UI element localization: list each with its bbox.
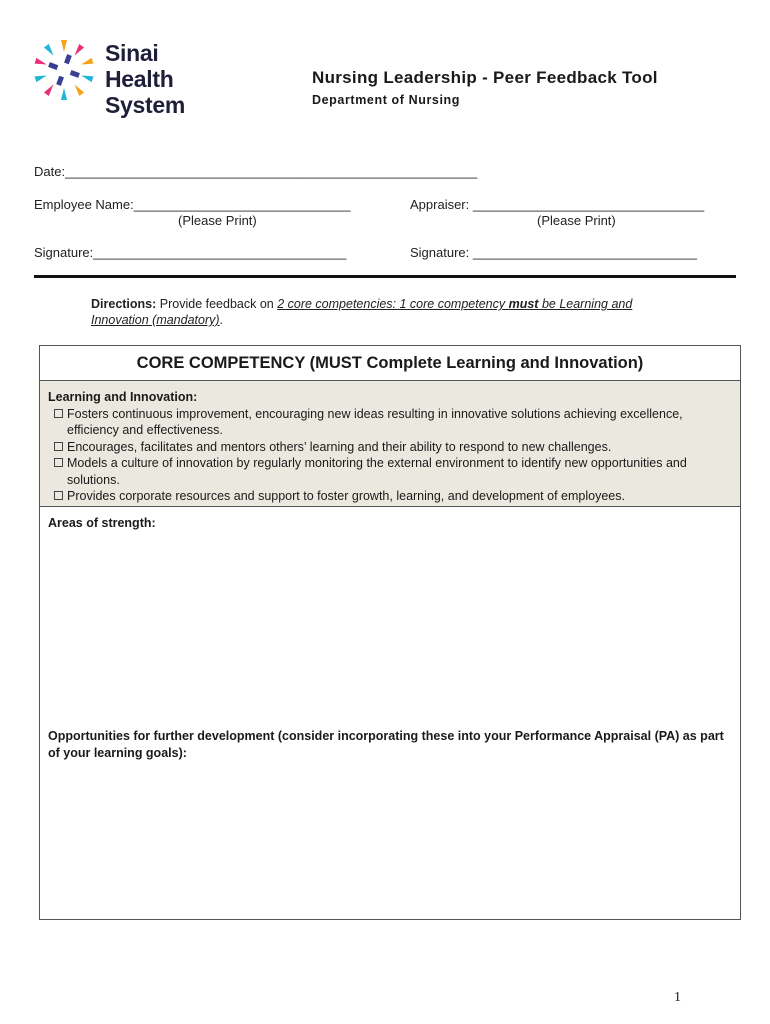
- logo-line-3: System: [105, 92, 186, 118]
- employee-signature-field[interactable]: Signature:___________________________________: [34, 245, 347, 260]
- checkbox-icon[interactable]: [54, 442, 63, 451]
- logo-line-2: Health: [105, 66, 174, 92]
- competency-header: CORE COMPETENCY (MUST Complete Learning and Innovation): [40, 346, 740, 381]
- appraiser-signature-field[interactable]: Signature: _______________________________: [410, 245, 698, 260]
- directions-text-1: Provide feedback on: [156, 297, 278, 311]
- section-divider: [34, 275, 736, 278]
- development-opportunities-label: Opportunities for further development (consider incorporating these into your Performance Appraisal (PA) as part of your learning goals):: [48, 729, 724, 760]
- appraiser-print-hint: (Please Print): [537, 213, 616, 228]
- logo-wordmark: [105, 40, 185, 118]
- date-field[interactable]: Date:_________________________________________________________: [34, 164, 478, 179]
- checkbox-icon[interactable]: [54, 458, 63, 467]
- directions-end: .: [219, 313, 224, 327]
- competency-criteria: [40, 381, 740, 507]
- checkbox-icon[interactable]: [54, 491, 63, 500]
- areas-of-strength-label: Areas of strength:: [48, 516, 156, 530]
- criteria-item-text: Provides corporate resources and support to foster growth, learning, and development of employees.: [67, 489, 625, 503]
- criteria-title: Learning and Innovation:: [48, 390, 198, 404]
- directions-text: [91, 296, 691, 328]
- criteria-item-text: Fosters continuous improvement, encouraging new ideas resulting in innovative solutions achieving excellence, efficiency and effectiveness.: [67, 406, 683, 437]
- criteria-item: [48, 488, 732, 505]
- logo-burst-icon: [30, 36, 98, 104]
- directions-underlined-1: 2 core competencies: 1 core competency: [277, 297, 509, 311]
- criteria-item: [48, 406, 732, 439]
- core-competency-section: [39, 345, 741, 920]
- logo-line-1: Sinai: [105, 40, 159, 66]
- criteria-item-text: Models a culture of innovation by regularly monitoring the external environment to identify new opportunities and solutions.: [67, 456, 687, 487]
- employee-name-field[interactable]: Employee Name:______________________________: [34, 197, 351, 212]
- document-subtitle: Department of Nursing: [312, 93, 461, 107]
- page-number: 1: [674, 990, 681, 1005]
- directions-must: must: [508, 297, 539, 311]
- appraiser-field[interactable]: Appraiser: ________________________________: [410, 197, 705, 212]
- employee-print-hint: (Please Print): [178, 213, 257, 228]
- criteria-item: [48, 455, 732, 488]
- directions-underlined-2: be Learning and Innovation (mandatory): [91, 297, 633, 327]
- directions-label: Directions:: [91, 297, 157, 311]
- criteria-item-text: Encourages, facilitates and mentors others’ learning and their ability to respond to new challenges.: [67, 439, 612, 454]
- checkbox-icon[interactable]: [54, 409, 63, 418]
- document-title: Nursing Leadership - Peer Feedback Tool: [312, 68, 658, 87]
- criteria-item: [48, 439, 732, 456]
- sinai-health-logo: [30, 36, 210, 126]
